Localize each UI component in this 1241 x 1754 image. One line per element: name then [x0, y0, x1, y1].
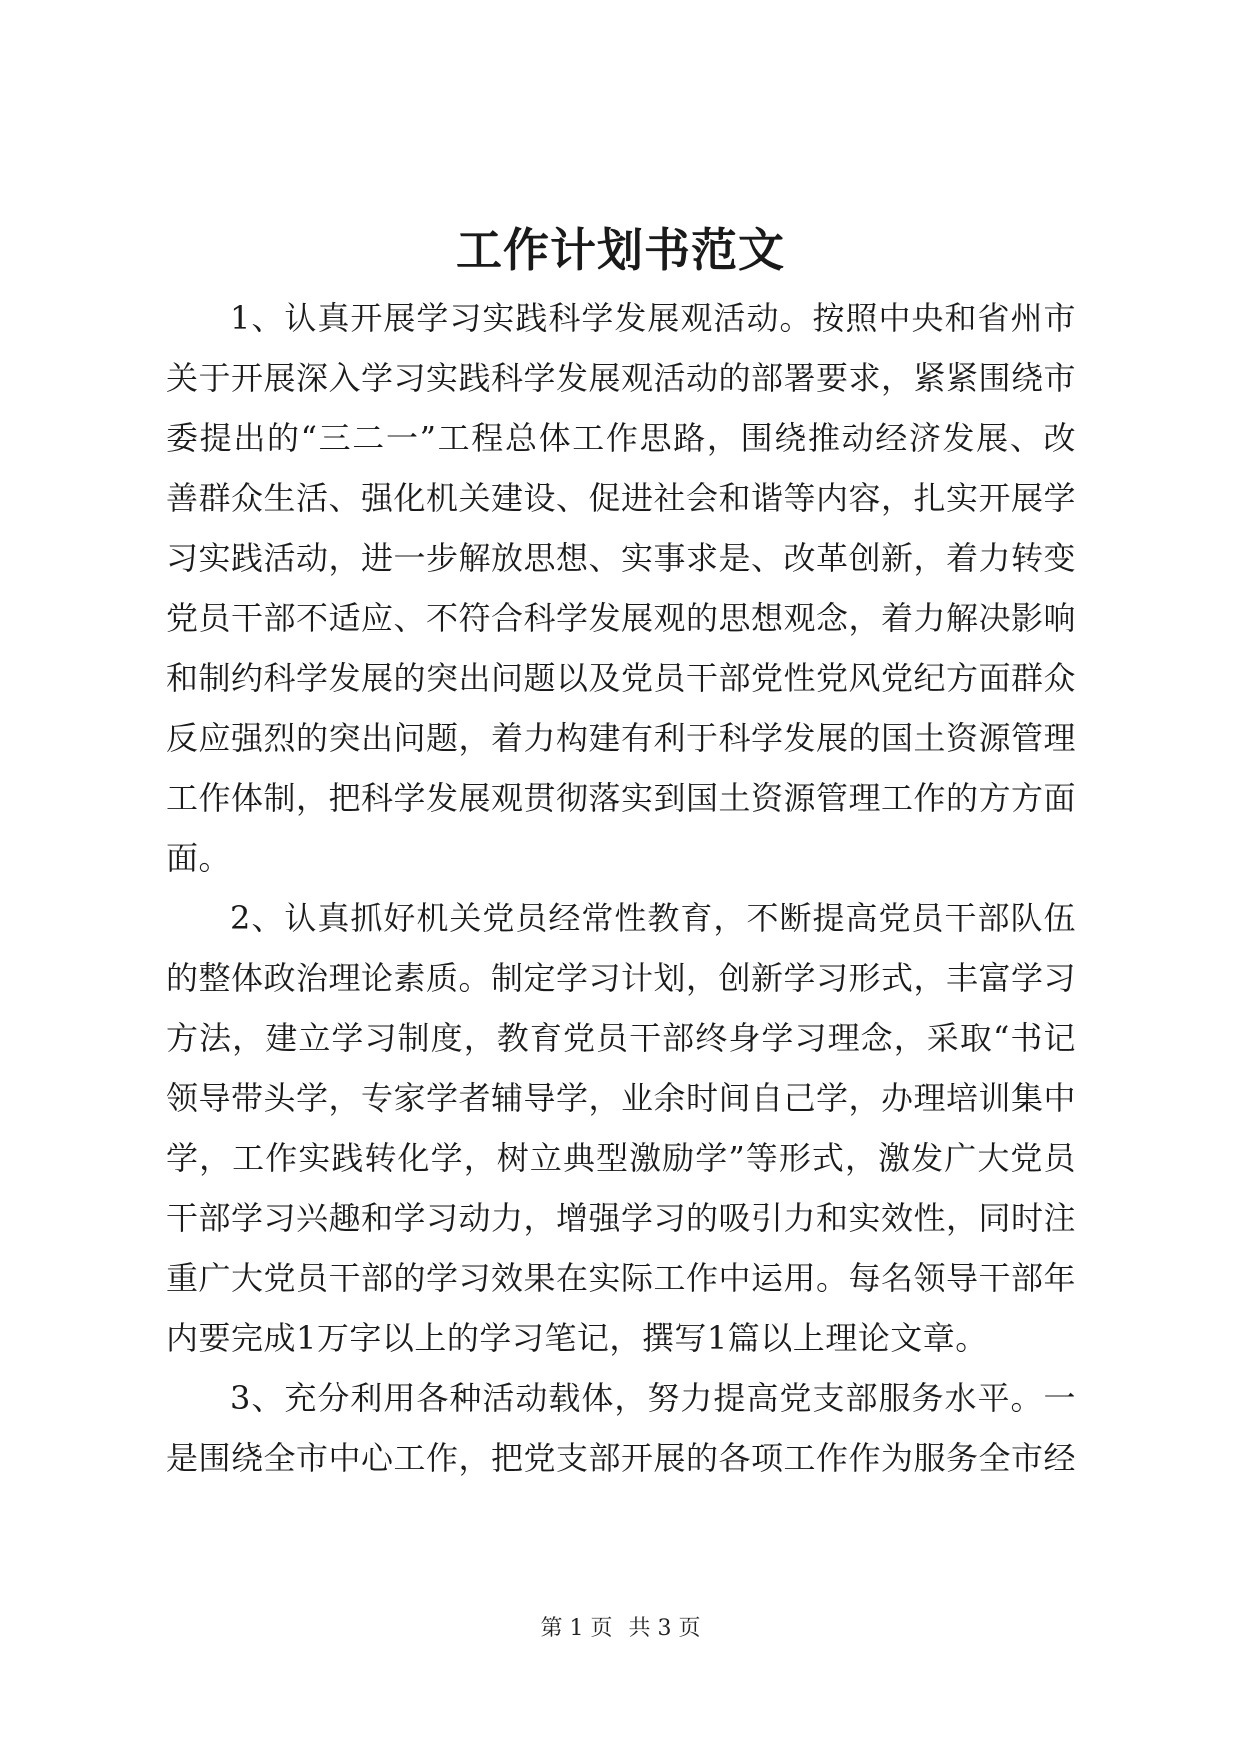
page-number: 第 1 页 — [540, 1616, 613, 1641]
paragraph-1: 1、认真开展学习实践科学发展观活动。按照中央和省州市关于开展深入学习实践科学发展观活动的部署要求，紧紧围绕市委提出的“三二一”工程总体工作思路，围绕推动经济发展、改善群众生活、强化机关建设、促进社会和谐等内容，扎实开展学习实践活动，进一步解放思想、实事求是、改革创新，着力转变党员干部不适应、不符合科学发展观的思想观念，着力解决影响和制约科学发展的突出问题以及党员干部党性党风党纪方面群众反应强烈的突出问题，着力构建有利于科学发展的国土资源管理工作体制，把科学发展观贯彻落实到国土资源管理工作的方方面面。 — [166, 299, 1077, 877]
page-footer — [0, 1614, 1241, 1644]
page-title: 工作计划书范文 — [456, 223, 785, 277]
paragraph-2: 2、认真抓好机关党员经常性教育，不断提高党员干部队伍的整体政治理论素质。制定学习计划，创新学习形式，丰富学习方法，建立学习制度，教育党员干部终身学习理念，采取“书记领导带头学，专家学者辅导学，业余时间自己学，办理培训集中学，工作实践转化学，树立典型激励学”等形式，激发广大党员干部学习兴趣和学习动力，增强学习的吸引力和实效性，同时注重广大党员干部的学习效果在实际工作中运用。每名领导干部年内要完成1万字以上的学习笔记，撰写1篇以上理论文章。 — [166, 899, 1077, 1357]
document-body — [166, 288, 1076, 1488]
page-total: 共 3 页 — [628, 1616, 701, 1641]
paragraph-3: 3、充分利用各种活动载体，努力提高党支部服务水平。一是围绕全市中心工作，把党支部开展的各项工作作为服务全市经 — [166, 1379, 1077, 1477]
